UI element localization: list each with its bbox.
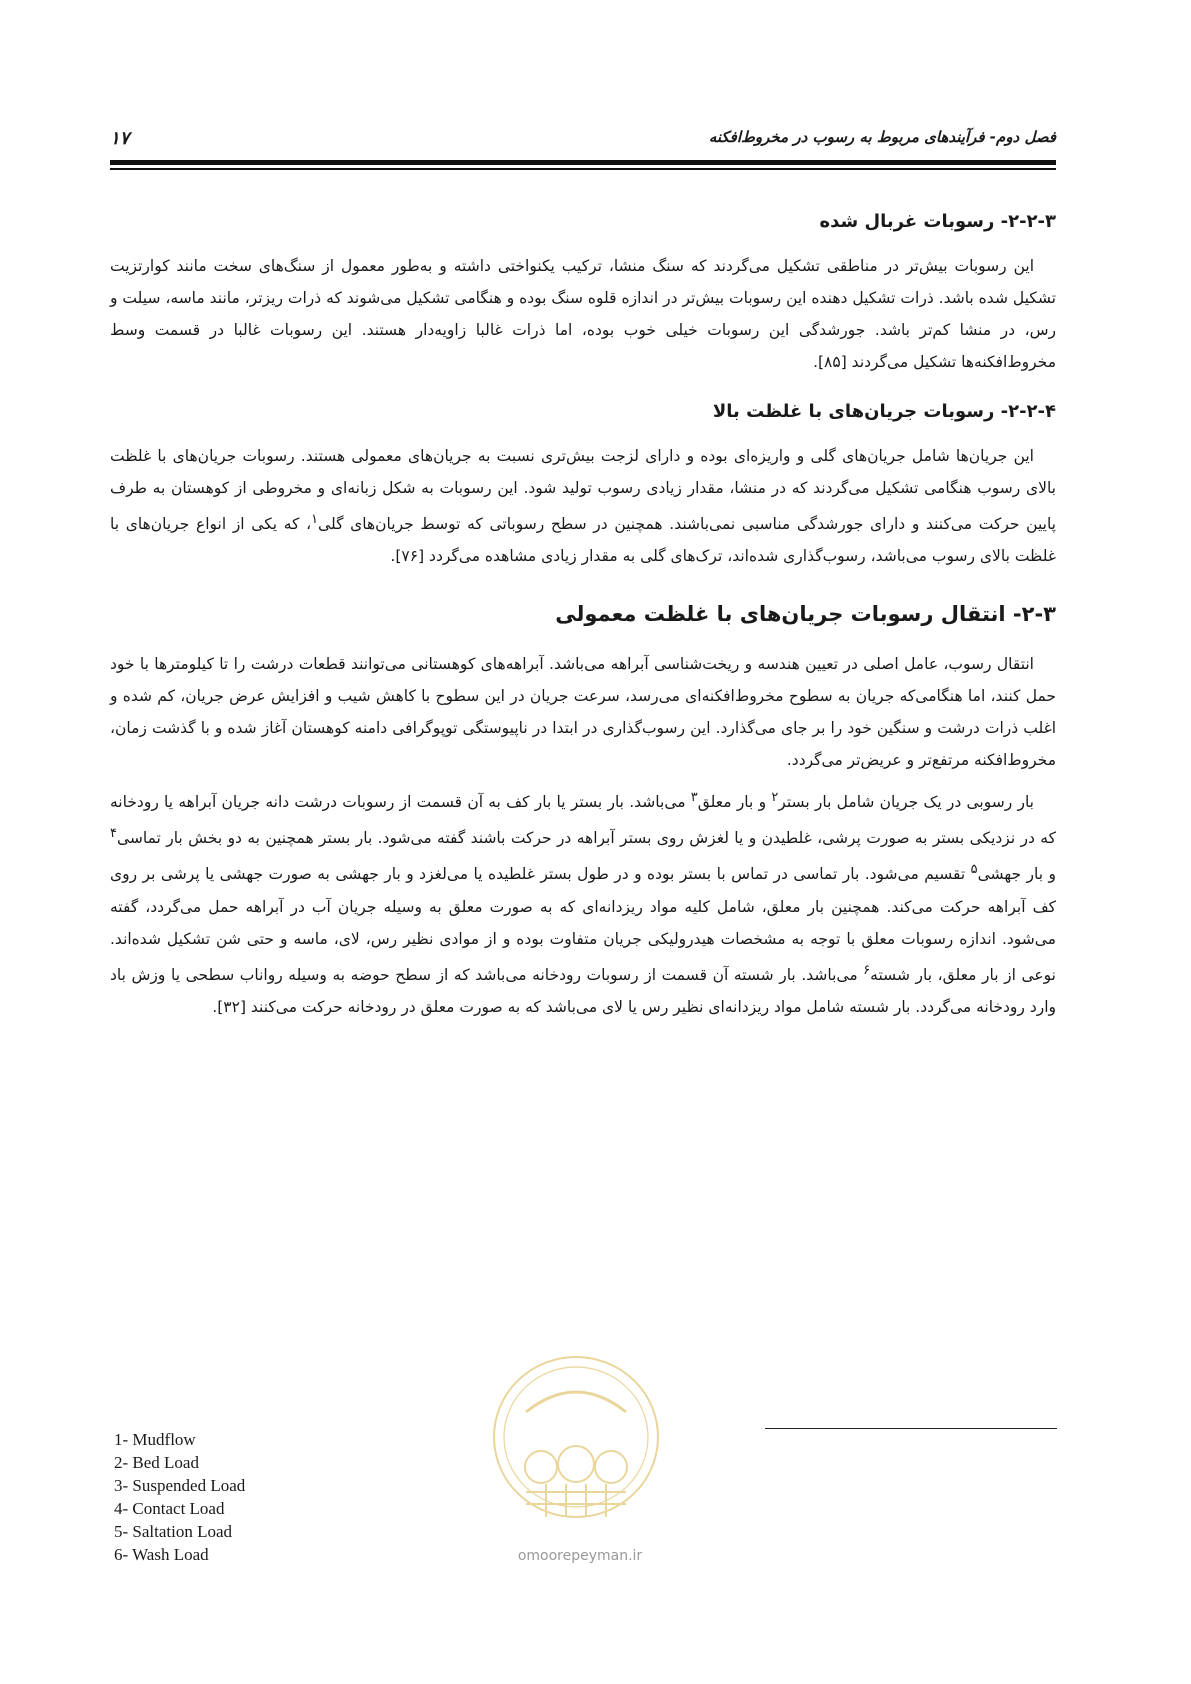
page-body <box>110 208 1056 1029</box>
footnote-item: 4- Contact Load <box>114 1499 225 1518</box>
paragraph-screened-deposits: این رسوبات بیش‌تر در مناطقی تشکیل می‌گردند که سنگ منشا، ترکیب یکنواختی داشته و به‌طور معمول از سنگ‌های سخت مانند کوارتزیت تشکیل شده باشد. ذرات تشکیل دهنده این رسوبات بیش‌تر در اندازه قلوه سنگ بوده و هنگامی تشکیل می‌شوند که ذرات ریزتر، مانند ماسه، سیلت و رس، در منشا کم‌تر باشد. جورشدگی این رسوبات خیلی خوب بوده، اما ذرات غالبا زاویه‌دار هستند. این رسوبات غالبا در قسمت وسط مخروط‌افکنه‌ها تشکیل می‌گردند [۸۵]. <box>110 257 1056 371</box>
section-heading-high-concentration-flows: ۲-۲-۴- رسوبات جریان‌های با غلظت بالا <box>712 401 1056 422</box>
text-run: می‌باشد. بار بستر یا بار کف به آن قسمت از رسوبات درشت دانه جریان آبراهه یا رودخانه که در نزدیکی بستر به صورت پرشی، غلطیدن و یا لغزش روی بستر آبراهه در حرکت باشند گفته می‌شود. بار بستر همچنین به دو بخش بار تماسی <box>110 793 1056 848</box>
watermark-logo <box>486 1352 666 1542</box>
paragraph-high-concentration-flows <box>110 440 1056 572</box>
text-run: بار رسوبی در یک جریان شامل بار بستر <box>778 793 1034 812</box>
text-run: و بار معلق <box>697 793 772 812</box>
header-rule-thick <box>110 160 1056 165</box>
paragraph-sediment-transport-2 <box>110 782 1056 1023</box>
paragraph-sediment-transport-1: انتقال رسوب، عامل اصلی در تعیین هندسه و ریخت‌شناسی آبراهه می‌باشد. آبراهه‌های کوهستانی می‌توانند قطعات درشت را تا کیلومترها با خود حمل کنند، اما هنگامی‌که جریان به سطوح مخروط‌افکنه‌ای می‌رسد، سرعت جریان در این سطوح با کاهش شیب و افزایش عرض جریان، کم شده و اغلب ذرات درشت و سنگین خود را بر جای می‌گذارد. این رسوب‌گذاری در ابتدا در ناپیوستگی توپوگرافی دامنه کوهستان آغاز شده و با گذشت زمان، مخروط‌افکنه مرتفع‌تر و عریض‌تر می‌گردد. <box>110 655 1056 770</box>
section-heading-sediment-transport: ۲-۳- انتقال رسوبات جریان‌های با غلظت معمولی <box>555 602 1056 627</box>
text-run: تقسیم می‌شود. بار تماسی در تماس با بستر بوده و در طول بستر غلطیده یا می‌لغزد و بار جهشی به صورت جهشی یا پرشی بر روی کف آبراهه حرکت می‌کند. همچنین بار معلق، شامل کلیه مواد ریزدانه‌ای که به صورت معلق به وسیله جریان آب در آبراهه حمل می‌گردد، گفته می‌شود. اندازه رسوبات معلق با توجه به مشخصات هیدرولیکی جریان متفاوت بوده و از موادی نظیر رس، لای، ماسه و حتی شن تشکیل شده‌اند. نوعی از بار معلق، بار شسته <box>110 865 1056 984</box>
footnote-item: 2- Bed Load <box>114 1453 199 1472</box>
footnote-item: 1- Mudflow <box>114 1430 196 1449</box>
page-header <box>110 128 1056 158</box>
footnote-separator <box>765 1428 1057 1429</box>
section-heading-screened-deposits: ۲-۲-۳- رسوبات غربال شده <box>819 211 1056 232</box>
footnote-item: 6- Wash Load <box>114 1545 209 1564</box>
text-run: می‌باشد. بار شسته آن قسمت از رسوبات رودخانه می‌باشد که از سطح حوضه به وسیله رواناب سطحی یا وزش باد وارد رودخانه می‌گردد. بار شسته شامل مواد ریزدانه‌ای نظیر رس یا لای می‌باشد که به صورت معلق در رودخانه حرکت می‌کنند [۳۲]. <box>110 965 1056 1016</box>
footnote-item: 5- Saltation Load <box>114 1522 233 1541</box>
watermark-url: omoorepeyman.ir <box>517 1548 643 1564</box>
footnote-ref-6: ۶ <box>863 962 871 978</box>
footnote-item: 3- Suspended Load <box>114 1476 246 1495</box>
header-rule-thin <box>110 168 1056 170</box>
footnote-ref-1: ۱ <box>311 512 319 527</box>
footnote-ref-4: ۴ <box>110 826 117 842</box>
chapter-title: فصل دوم- فرآیندهای مربوط به رسوب در مخروط‌افکنه <box>708 128 1056 146</box>
text-run: این جریان‌ها شامل جریان‌های گلی و واریزه‌ای بوده و دارای لزجت بیش‌تری نسبت به جریان‌های معمولی هستند. رسوبات جریان‌های با غلظت بالای رسوب هنگامی تشکیل می‌گردند که در منشا، مقدار زیادی رسوب تولید شود. این رسوبات به شکل زبانه‌ای و مخروطی از کوهستان به طرف پایین حرکت می‌کنند و دارای جورشدگی مناسبی نمی‌باشند. همچنین در سطح رسوباتی که توسط جریان‌های گلی <box>110 447 1056 534</box>
page-number: ۱۷ <box>110 128 130 149</box>
text-run: و بار جهشی <box>977 865 1056 884</box>
footnote-ref-2: ۲ <box>771 790 779 806</box>
text-run: ، که یکی از انواع جریان‌های با غلظت بالای رسوب می‌باشد، رسوب‌گذاری شده‌اند، ترک‌های گلی به مقدار زیادی مشاهده می‌گردد [۷۶]. <box>110 515 1056 566</box>
footnote-ref-5: ۵ <box>970 862 978 878</box>
footnote-ref-3: ۳ <box>690 790 698 806</box>
footnotes <box>114 1428 414 1566</box>
